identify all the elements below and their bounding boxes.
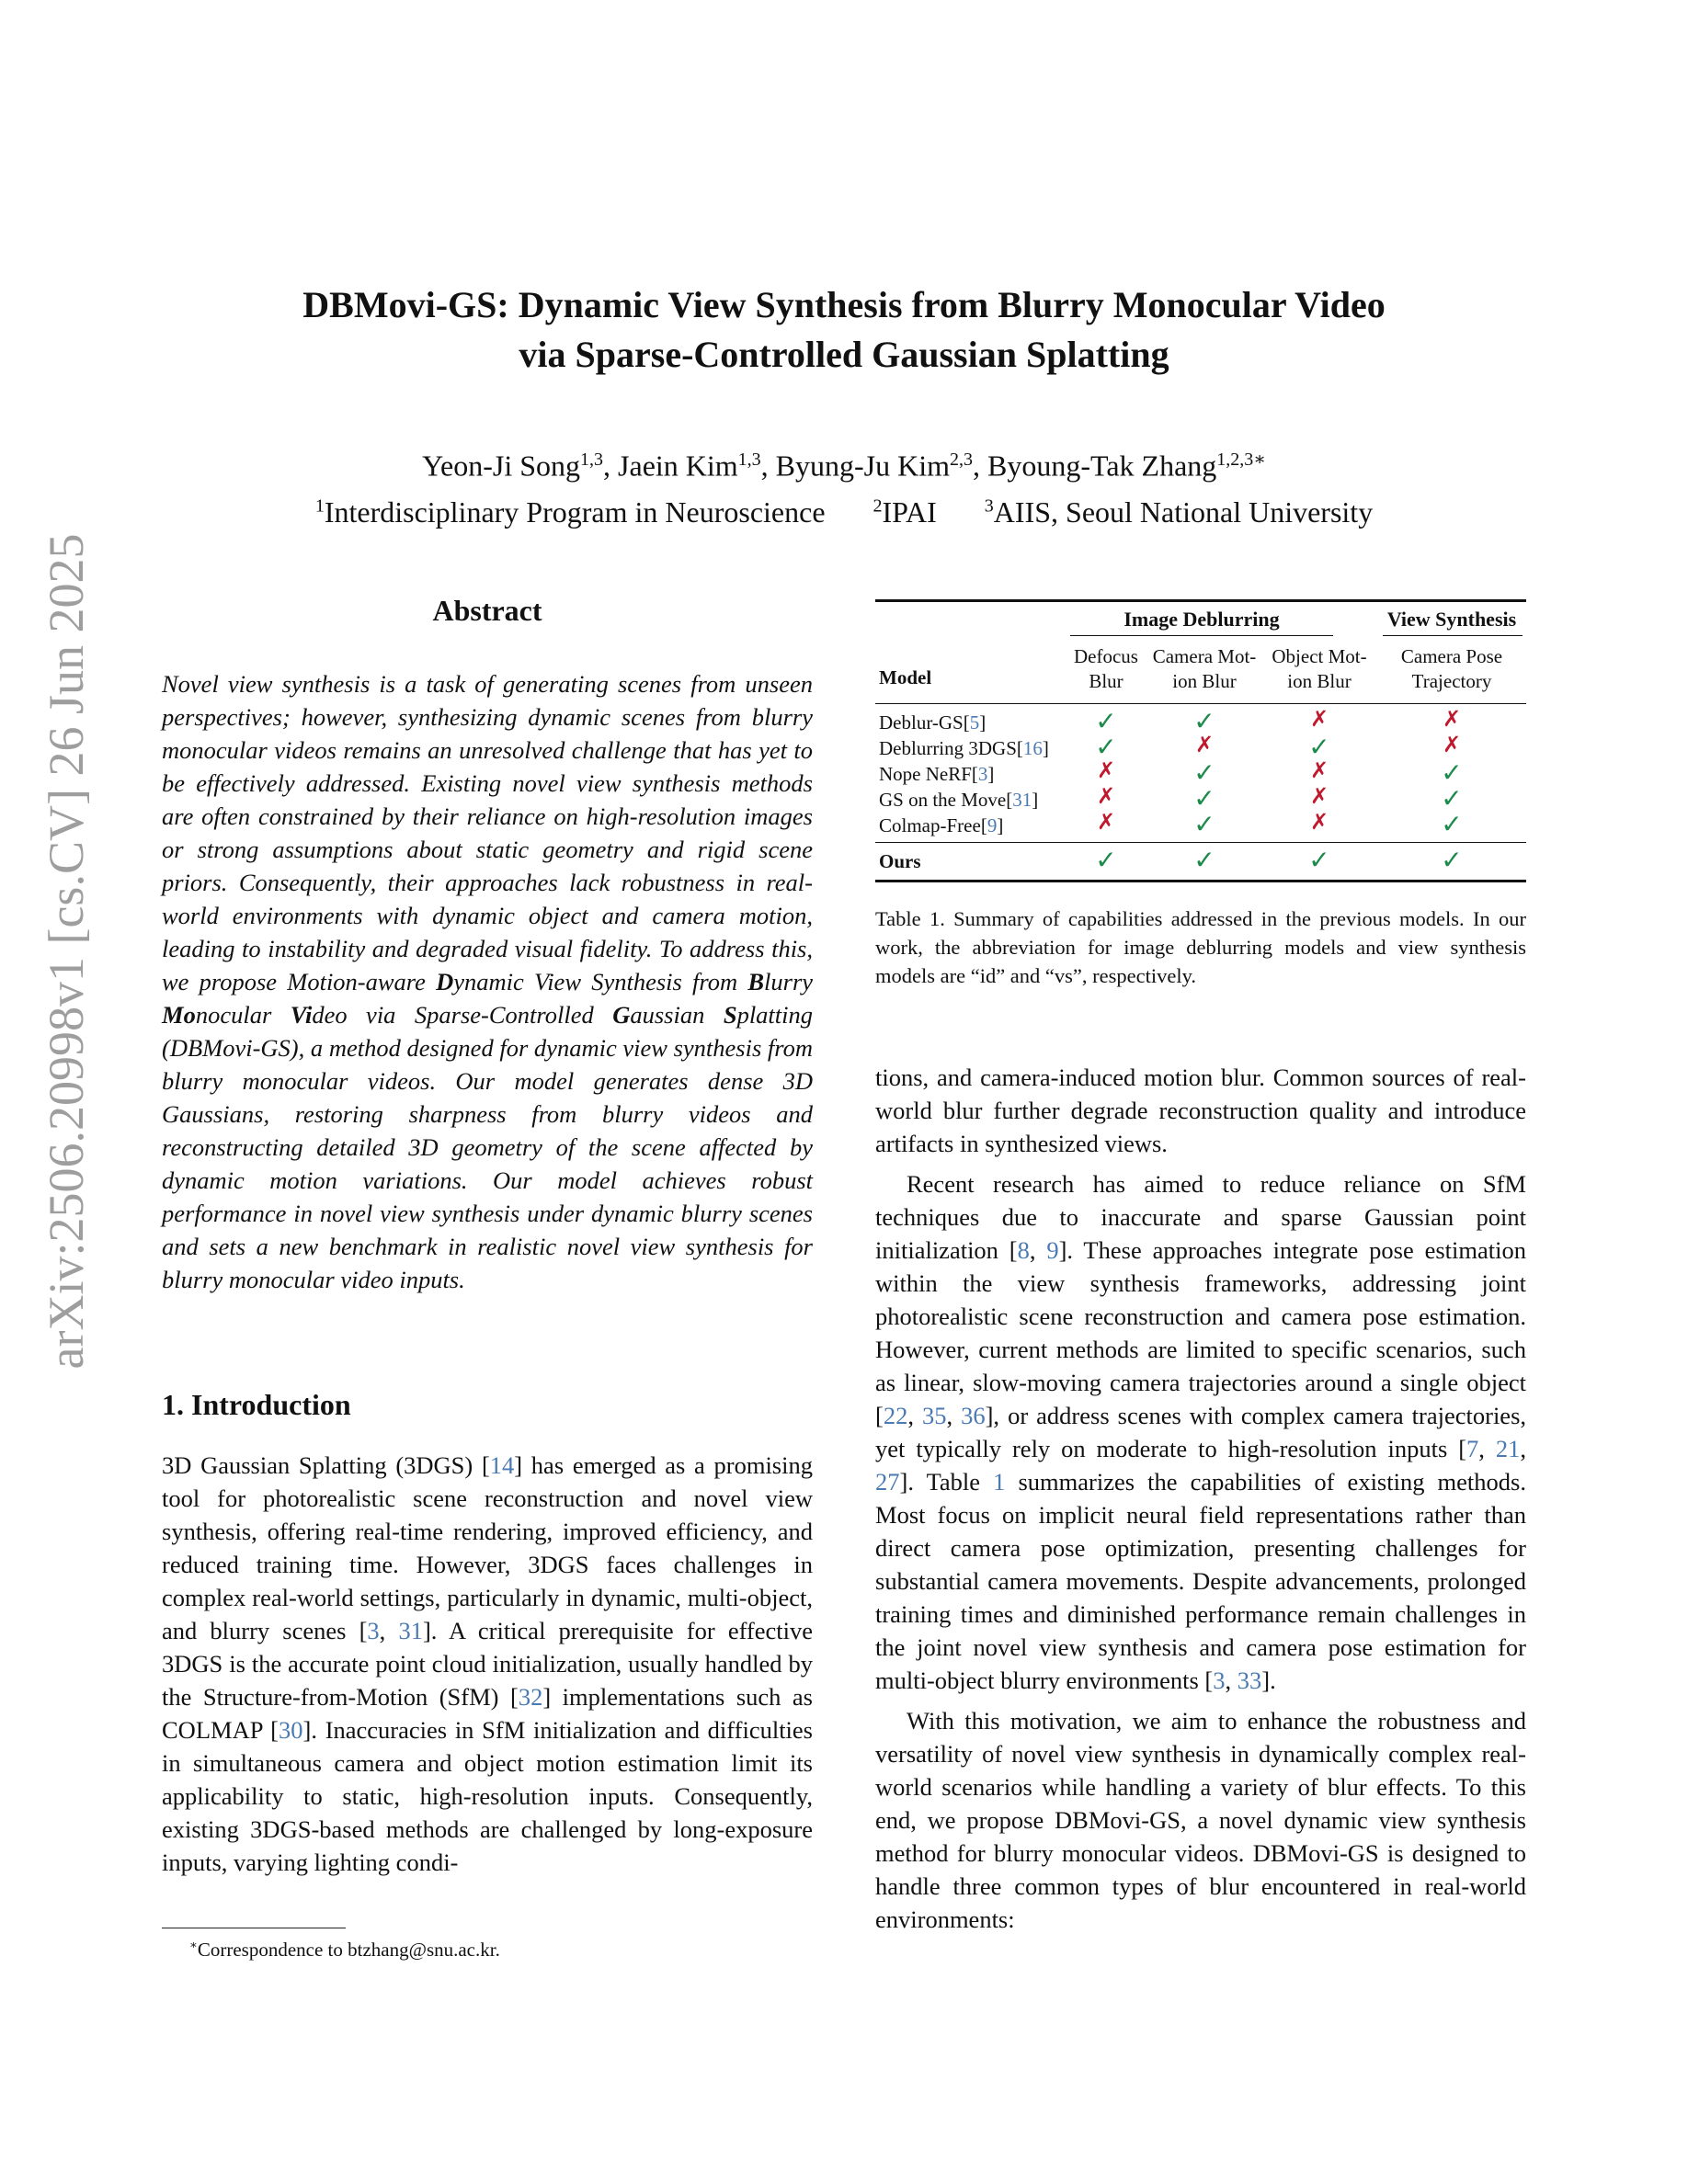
check-icon: ✓: [1095, 847, 1117, 875]
citation-link[interactable]: 31: [398, 1617, 423, 1644]
column-header: Camera Pose Trajectory: [1400, 645, 1503, 692]
cross-icon: ✗: [1442, 734, 1462, 757]
check-icon: ✓: [1193, 708, 1215, 736]
model-name: Nope NeRF[3]: [879, 763, 995, 785]
author-name: Byung-Ju Kim: [775, 449, 951, 483]
column-header-model: Model: [879, 666, 932, 688]
citation-link[interactable]: 21: [1495, 1435, 1521, 1462]
check-icon: ✓: [1441, 759, 1463, 788]
citation-link[interactable]: 3: [977, 763, 988, 785]
citation-link[interactable]: 32: [518, 1683, 543, 1711]
cross-icon: ✗: [1309, 811, 1329, 835]
cross-icon: ✗: [1096, 785, 1116, 809]
citation-link[interactable]: 9: [1046, 1236, 1059, 1264]
group-underline: [1070, 635, 1333, 636]
intro-body: 3D Gaussian Splatting (3DGS) [14] has emerged as a promising tool for photorealistic scene reconstruction and novel view synthesis, offering real-time rendering, improved efficiency, and reduced training time. However, 3DGS faces challenges in complex real-world settings, particularly in dynamic, multi-object, and blurry scenes [3, 31]. A critical prerequisite for effective 3DGS is the accurate point cloud initialization, usually handled by the Structure-from-Motion (SfM) [32] implementations such as COLMAP [30]. Inaccuracies in SfM initialization and difficulties in simultaneous camera and object motion estimation limit its applicability to static, high-resolution inputs. Consequently, existing 3DGS-based methods are challenged by long-exposure inputs, varying lighting condi-: [162, 1451, 814, 1876]
table-column-header-row: [875, 639, 1526, 698]
table-group-header-row: [875, 602, 1526, 639]
check-icon: ✓: [1193, 759, 1215, 788]
group-header-view-synthesis: View Synthesis: [1386, 608, 1517, 631]
cross-icon: ✗: [1309, 759, 1329, 783]
cross-icon: ✗: [1096, 811, 1116, 835]
check-icon: ✓: [1193, 847, 1215, 875]
paragraph: With this motivation, we aim to enhance the robustness and versatility of novel view synthesis in dynamically complex real-world scenarios while handling a variety of blur effects. To this end, we propose DBMovi-GS, a novel dynamic view synthesis method for blurry monocular videos. DBMovi-GS is designed to handle three common types of blur encountered in real-world environments:: [875, 1707, 1526, 1933]
citation-link[interactable]: 30: [279, 1716, 303, 1744]
check-icon: ✓: [1095, 734, 1117, 762]
table-caption: Table 1. Summary of capabilities addressed in the previous models. In our work, the abbreviation for image deblurring models and view synthesis models are “id” and “vs”, respectively.: [875, 907, 1526, 987]
column-header: Camera Mot- ion Blur: [1152, 645, 1257, 692]
group-underline: [1383, 635, 1523, 636]
author-block: [0, 439, 1688, 532]
citation-link[interactable]: 14: [489, 1451, 515, 1479]
model-name: Colmap-Free[9]: [879, 814, 1004, 836]
footnote: ∗Correspondence to btzhang@snu.ac.kr.: [189, 1938, 500, 1961]
citation-link[interactable]: 33: [1237, 1666, 1262, 1694]
citation-link[interactable]: 22: [883, 1402, 908, 1429]
table-row-ours: [875, 843, 1526, 878]
arxiv-watermark: arXiv:2506.20998v1 [cs.CV] 26 Jun 2025: [39, 533, 94, 1370]
table-body: [875, 704, 1526, 838]
column-header: Object Mot- ion Blur: [1272, 645, 1367, 692]
cross-icon: ✗: [1442, 708, 1462, 732]
check-icon: ✓: [1441, 811, 1463, 839]
author-affil-sup: 2,3: [950, 449, 974, 470]
table-row: [875, 813, 1526, 838]
citation-link[interactable]: 36: [961, 1402, 986, 1429]
citation-link[interactable]: 16: [1022, 737, 1043, 759]
capabilities-table: [875, 599, 1526, 882]
check-icon: ✓: [1441, 785, 1463, 813]
citation-link[interactable]: 9: [987, 814, 998, 836]
table-ours-section: [875, 843, 1526, 878]
paper-title: [0, 280, 1688, 380]
model-name: Deblurring 3DGS[16]: [879, 737, 1049, 759]
author-affil-sup: 1,3: [580, 449, 604, 470]
citation-link[interactable]: 8: [1017, 1236, 1030, 1264]
affiliation-list: [0, 486, 1688, 533]
author-name: Jaein Kim: [618, 449, 738, 483]
author-name: Byoung-Tak Zhang: [987, 449, 1217, 483]
check-icon: ✓: [1441, 847, 1463, 875]
author-name: Yeon-Ji Song: [422, 449, 581, 483]
citation-link[interactable]: 5: [969, 711, 980, 734]
right-column-body: [875, 1061, 1526, 1936]
citation-link[interactable]: 35: [921, 1402, 947, 1429]
section-heading-introduction: 1. Introduction: [162, 1388, 351, 1421]
paragraph: tions, and camera-induced motion blur. Common sources of real-world blur further degrade reconstruction quality and introduce artifacts in synthesized views.: [875, 1064, 1526, 1157]
citation-link[interactable]: 3: [367, 1617, 380, 1644]
citation-link[interactable]: 7: [1466, 1435, 1479, 1462]
cross-icon: ✗: [1309, 785, 1329, 809]
author-affil-sup: 1,2,3∗: [1216, 449, 1266, 470]
check-icon: ✓: [1193, 811, 1215, 839]
check-icon: ✓: [1095, 708, 1117, 736]
column-header: Defocus Blur: [1074, 645, 1138, 692]
check-icon: ✓: [1308, 847, 1330, 875]
model-name: Deblur-GS[5]: [879, 711, 987, 734]
paragraph: Recent research has aimed to reduce reliance on SfM techniques due to inaccurate and sparse Gaussian point initialization [8, 9]. These approaches integrate pose estimation within the view synthesis frameworks, addressing joint photorealistic scene reconstruction and camera pose estimation. However, current methods are limited to specific scenarios, such as linear, slow-moving camera trajectories around a single object [22, 35, 36], or address scenes with complex camera trajectories, yet typically rely on moderate to high-resolution inputs [7, 21, 27]. Table 1 summarizes the capabilities of existing methods. Most focus on implicit neural field representations rather than direct camera pose optimization, presenting challenges for substantial camera movements. Despite advancements, prolonged training times and diminished performance remain challenges in the joint novel view synthesis and camera pose estimation for multi-object blurry environments [3, 33].: [875, 1170, 1527, 1694]
citation-link[interactable]: 27: [875, 1468, 900, 1496]
author-affil-sup: 1,3: [737, 449, 761, 470]
abstract-body: Novel view synthesis is a task of generating scenes from unseen perspectives; however, synthesizing dynamic scenes from blurry monocular videos remains an unresolved challenge that has yet to be effectively addressed. Existing novel view synthesis methods are often constrained by their reliance on high-resolution images or strong assumptions about static geometry and rigid scene priors. Consequently, their approaches lack robustness in real-world environments with dynamic object and camera motion, leading to instability and degraded visual fidelity. To address this, we propose Motion-aware Dynamic View Synthesis from Blurry Monocular Video via Sparse-Controlled Gaussian Splatting (DBMovi-GS), a method designed for dynamic view synthesis from blurry monocular videos. Our model generates dense 3D Gaussians, restoring sharpness from blurry videos and reconstructing detailed 3D geometry of the scene affected by dynamic motion variations. Our model achieves robust performance in novel view synthesis under dynamic blurry scenes and sets a new benchmark in realistic novel view synthesis for blurry monocular video inputs.: [162, 670, 814, 1293]
group-header-image-deblurring: Image Deblurring: [1123, 608, 1280, 631]
check-icon: ✓: [1193, 785, 1215, 813]
citation-link[interactable]: 31: [1012, 789, 1032, 811]
affiliation: $^1$Interdisciplinary Program in Neuroscience: [314, 495, 826, 529]
cross-icon: ✗: [1194, 734, 1215, 757]
table-reference-link[interactable]: 1: [993, 1468, 1006, 1496]
table-bottom-rule: [875, 880, 1526, 882]
affiliation: $^3$AIIS, Seoul National University: [984, 495, 1374, 529]
model-name: Ours: [879, 850, 921, 872]
author-list: Yeon-Ji Song$^{1,3}$, Jaein Kim$^{1,3}$, Byung-Ju Kim$^{2,3}$, Byoung-Tak Zhang$^{1,2,3∗}$: [422, 449, 1266, 483]
title-line-2: via Sparse-Controlled Gaussian Splatting: [519, 334, 1169, 375]
check-icon: ✓: [1308, 734, 1330, 762]
affiliation: $^2$IPAI: [873, 495, 937, 529]
title-line-1: DBMovi-GS: Dynamic View Synthesis from Blurry Monocular Video: [302, 284, 1386, 325]
abstract-heading: Abstract: [432, 594, 542, 627]
citation-link[interactable]: 3: [1213, 1666, 1226, 1694]
cross-icon: ✗: [1096, 759, 1116, 783]
model-name: GS on the Move[31]: [879, 789, 1039, 811]
cross-icon: ✗: [1309, 708, 1329, 732]
